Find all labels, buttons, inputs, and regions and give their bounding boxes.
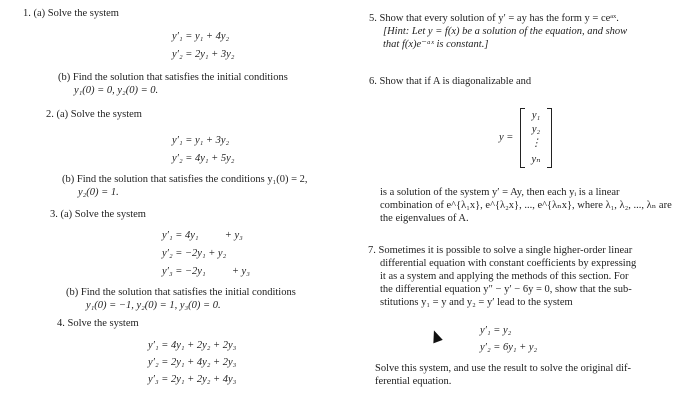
problem-3-eq-2: y′₂ = −2y₁ + y₂ — [162, 248, 227, 259]
problem-3-prompt: 3. (a) Solve the system — [50, 209, 146, 220]
problem-3-eq-3: y′₃ = −2y₁ + y₃ — [162, 266, 250, 277]
problem-1-eq-2: y′₂ = 2y₁ + 3y₂ — [172, 49, 235, 60]
vector-y-label: y = — [499, 132, 514, 143]
problem-5-line-1: 5. Show that every solution of y′ = ay has the form y = ceᵃˣ. — [369, 13, 619, 24]
problem-7-eq-2: y′₂ = 6y₁ + y₂ — [480, 342, 538, 353]
problem-3b-line-1: (b) Find the solution that satisfies the initial conditions — [66, 287, 296, 298]
problem-6-line-1: 6. Show that if A is diagonalizable and — [369, 76, 532, 87]
problem-6-line-3: combination of e^{λ₁x}, e^{λ₂x}, ..., e^{λₙx}, where λ₁, λ₂, ..., λₙ are — [380, 200, 672, 211]
problem-3-eq-1: y′₁ = 4y₁ + y₃ — [162, 230, 243, 241]
problem-1b-line-1: (b) Find the solution that satisfies the initial conditions — [58, 72, 288, 83]
vector-entry-dots: ⋮ — [530, 138, 542, 149]
problem-6-line-2: is a solution of the system y′ = Ay, then each yᵢ is a linear — [380, 187, 620, 198]
problem-4-eq-2: y′₂ = 2y₁ + 4y₂ + 2y₃ — [148, 357, 237, 368]
problem-4-prompt: 4. Solve the system — [57, 318, 139, 329]
problem-7-line-5: stitutions y₁ = y and y₂ = y′ lead to the system — [380, 297, 573, 308]
problem-2-eq-2: y′₂ = 4y₁ + 5y₂ — [172, 153, 235, 164]
problem-7-line-6: Solve this system, and use the result to solve the original dif- — [375, 363, 632, 374]
vector-entry-n: yₙ — [531, 154, 541, 165]
problem-2-eq-1: y′₁ = y₁ + 3y₂ — [172, 135, 230, 146]
problem-7-line-4: the differential equation y″ − y′ − 6y = 0, show that the sub- — [380, 284, 632, 295]
problem-4-eq-3: y′₃ = 2y₁ + 2y₂ + 4y₃ — [148, 374, 237, 385]
problem-1b-line-2: y₁(0) = 0, y₂(0) = 0. — [74, 85, 159, 96]
column-vector-y — [520, 108, 552, 168]
problem-5-line-3: that f(x)e⁻ᵃˣ is constant.] — [383, 39, 489, 50]
problem-7-eq-1: y′₁ = y₂ — [480, 325, 512, 336]
problem-6-line-4: the eigenvalues of A. — [380, 213, 469, 224]
problem-7-line-7: ferential equation. — [375, 376, 452, 387]
problem-1-eq-1: y′₁ = y₁ + 4y₂ — [172, 31, 230, 42]
problem-7-line-2: differential equation with constant coefficients by expressing — [380, 258, 637, 269]
vector-entry-1: y₁ — [531, 110, 541, 121]
problem-1-prompt: 1. (a) Solve the system — [23, 8, 119, 19]
problem-7-line-3: it as a system and applying the methods of this section. For — [380, 271, 629, 282]
problem-4-eq-1: y′₁ = 4y₁ + 2y₂ + 2y₃ — [148, 340, 237, 351]
vector-entry-2: y₂ — [531, 124, 541, 135]
problem-2-prompt: 2. (a) Solve the system — [46, 109, 142, 120]
problem-2b-line-1: (b) Find the solution that satisfies the conditions y₁(0) = 2, — [62, 174, 308, 185]
problem-7-line-1: 7. Sometimes it is possible to solve a single higher-order linear — [368, 245, 633, 256]
mouse-cursor-icon — [429, 329, 443, 344]
problem-2b-line-2: y₂(0) = 1. — [78, 187, 119, 198]
problem-3b-line-2: y₁(0) = −1, y₂(0) = 1, y₃(0) = 0. — [86, 300, 221, 311]
problem-5-line-2: [Hint: Let y = f(x) be a solution of the equation, and show — [383, 26, 628, 37]
